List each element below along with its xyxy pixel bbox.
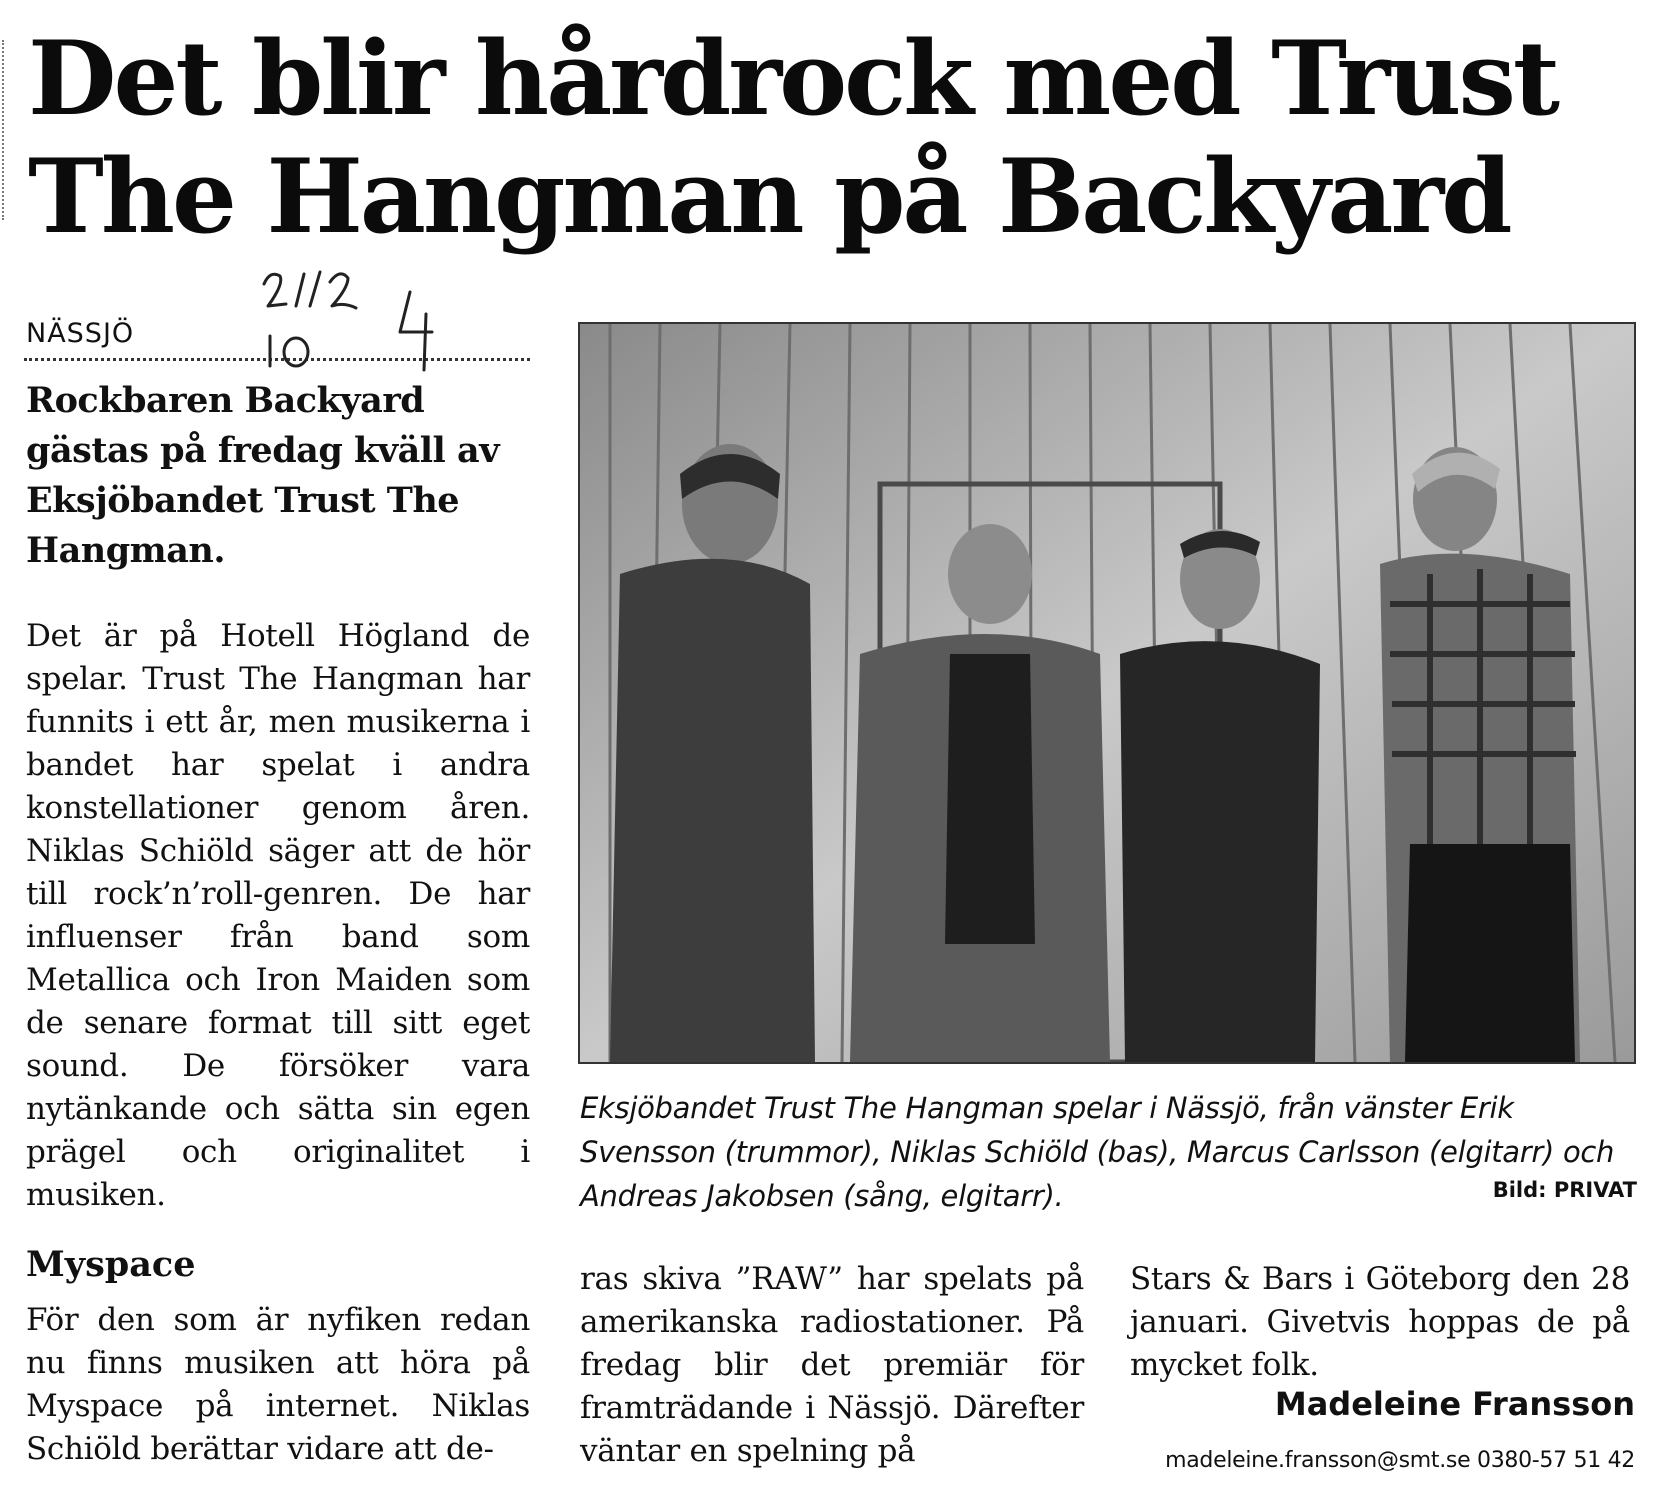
band-photo xyxy=(578,322,1636,1064)
photo-caption: Eksjöbandet Trust The Hangman spelar i Nässjö, från vänster Erik Svensson (trummor), Niklas Schiöld (bas), Marcus Carlsson (elgitarr) och Andreas Jakobsen (sång, elgitarr). xyxy=(580,1091,1615,1213)
handwritten-date-note xyxy=(260,266,460,376)
headline-line-2: The Hangman på Backyard xyxy=(28,137,1510,257)
dateline: NÄSSJÖ xyxy=(26,318,135,349)
headline-line-1: Det blir hårdrock med Trust xyxy=(28,19,1557,139)
ingress: Rockbaren Backyard gästas på fredag kväll av Eksjöbandet Trust The Hangman. xyxy=(26,380,500,571)
headline xyxy=(28,20,1628,256)
column-3-text: Stars & Bars i Göteborg den 28 januari. Givetvis hoppas de på mycket folk. xyxy=(1130,1261,1630,1383)
body-paragraph: Det är på Hotell Högland de spelar. Trust The Hangman har funnits i ett år, men musikerna i bandet har spelat i andra konstellationer genom åren. Niklas Schiöld säger att de hör till rock’n’roll-genren. De har influenser från band som Metallica och Iron Maiden som de senare format till sitt eget sound. De försöker vara nytänkande och sätta sin egen prägel och originalitet i musiken. xyxy=(26,618,530,1213)
byline: Madeleine Fransson xyxy=(1274,1385,1635,1423)
column-1-text: För den som är nyfiken redan nu finns musiken att höra på Myspace på internet. Niklas Schiöld berättar vidare att de- xyxy=(26,1302,530,1467)
photo-credit: Bild: PRIVAT xyxy=(1492,1178,1637,1202)
band-photo-illustration xyxy=(580,324,1634,1062)
author-contact: madeleine.fransson@smt.se 0380-57 51 42 xyxy=(1165,1448,1635,1473)
column-2-text: ras skiva ”RAW” har spelats på amerikanska radiostationer. På fredag blir det premiär för framträdande i Nässjö. Därefter väntar en spelning på xyxy=(580,1261,1084,1469)
subhead: Myspace xyxy=(26,1244,196,1285)
clipping-edge-marks xyxy=(2,40,4,220)
